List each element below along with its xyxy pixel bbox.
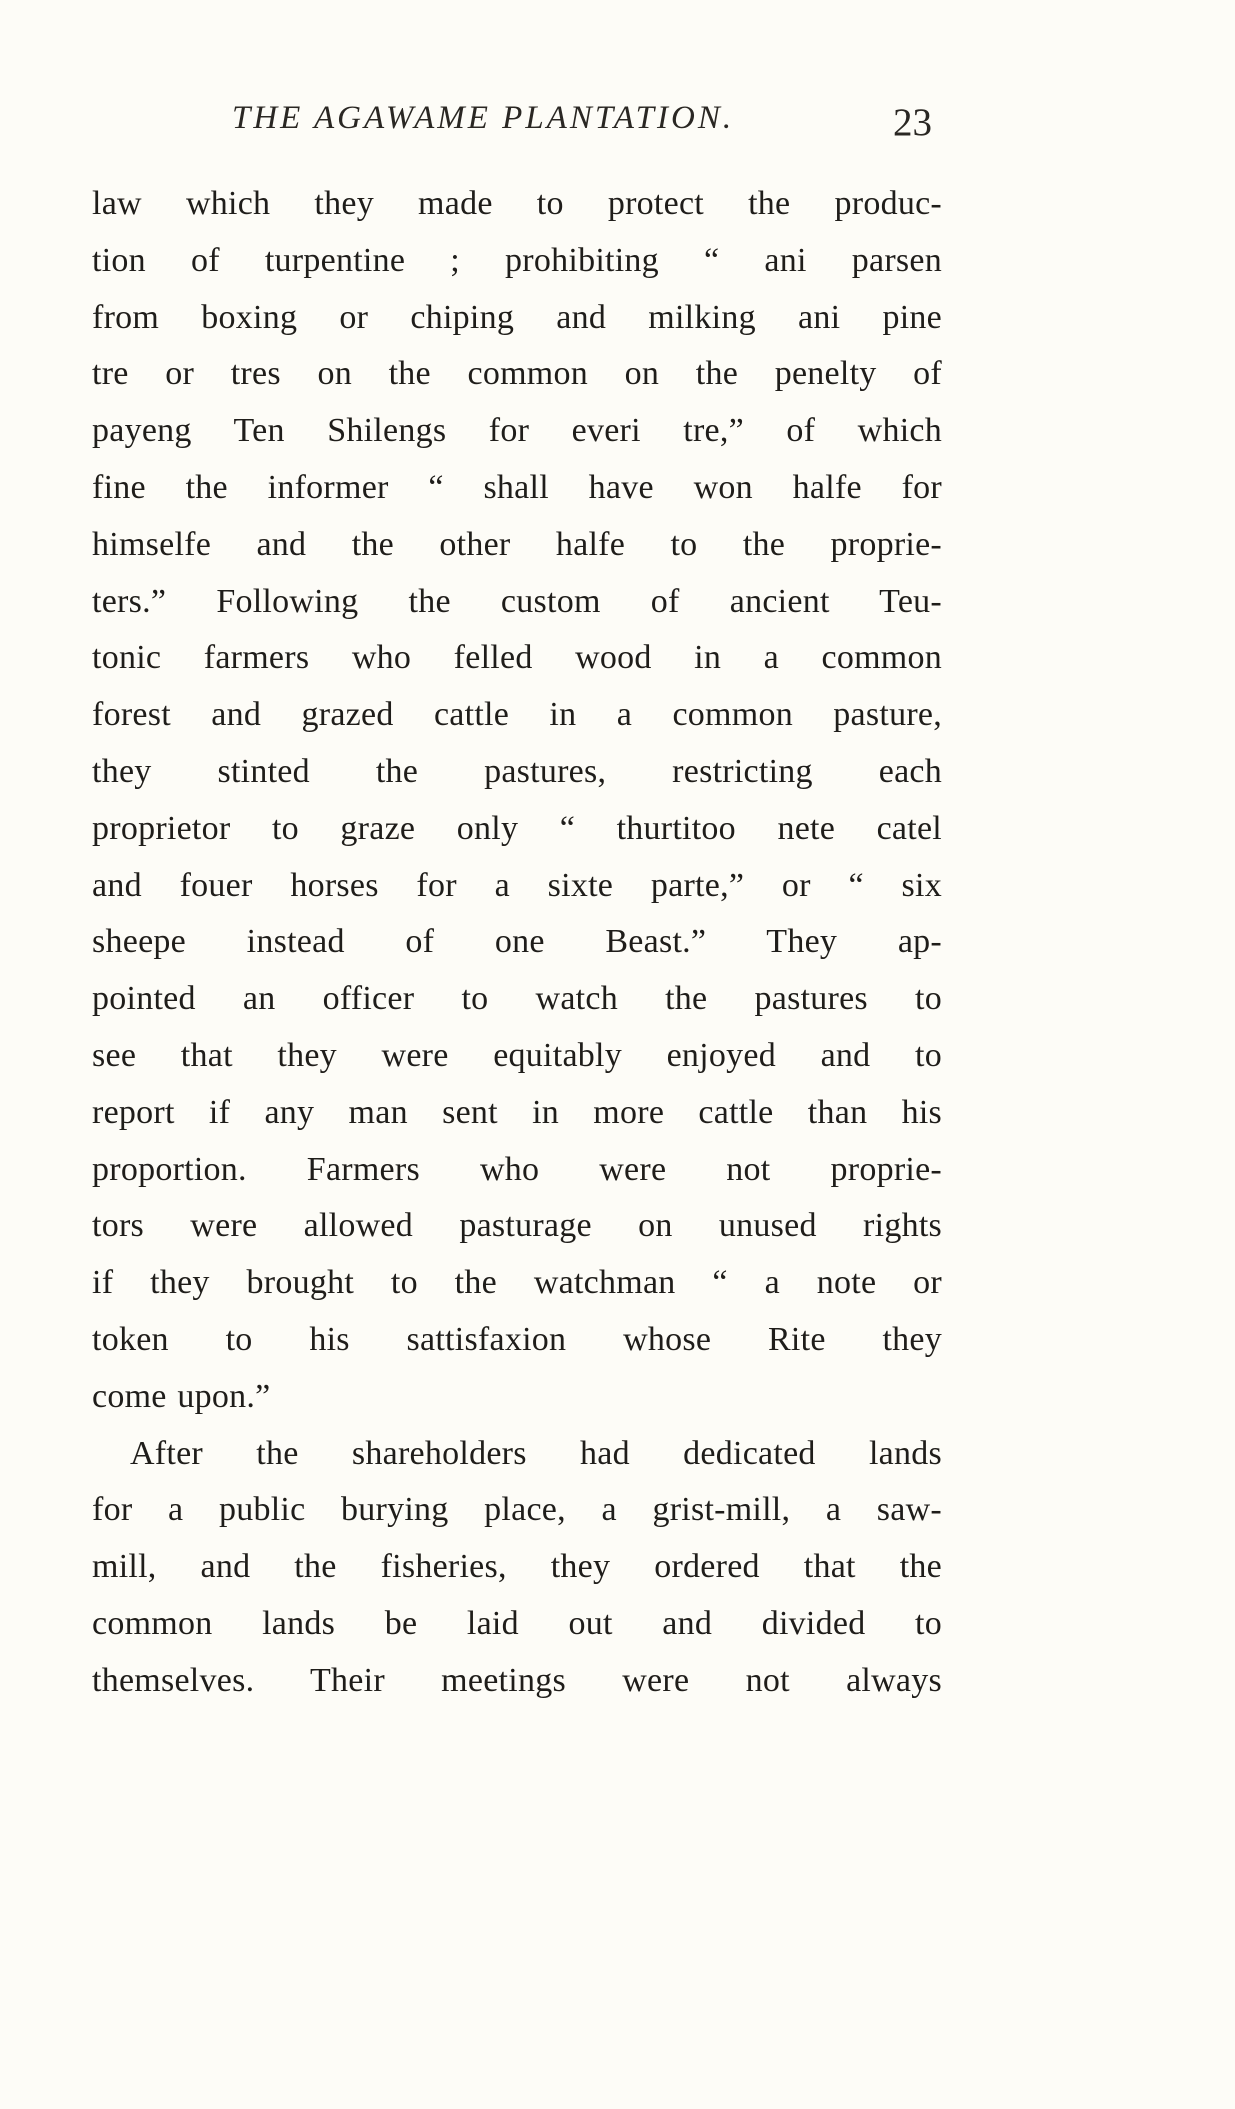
text-line: themselves. Their meetings were not always bbox=[92, 1661, 942, 1699]
text-line: payeng Ten Shilengs for everi tre,” of which bbox=[92, 412, 942, 450]
text-line: and fouer horses for a sixte parte,” or “ six bbox=[92, 866, 942, 904]
text-line: proprietor to graze only “ thurtitoo nete catel bbox=[92, 809, 942, 847]
text-line: tion of turpentine ; prohibiting “ ani parsen bbox=[92, 241, 942, 279]
text-line: if they brought to the watchman “ a note or bbox=[92, 1264, 942, 1302]
text-line: tre or tres on the common on the penelty of bbox=[92, 355, 942, 393]
text-line: ters.” Following the custom of ancient Teu- bbox=[92, 582, 942, 620]
body-text bbox=[92, 176, 942, 1710]
text-line: fine the informer “ shall have won halfe for bbox=[92, 468, 942, 506]
text-line: report if any man sent in more cattle than his bbox=[92, 1093, 942, 1131]
page-number: 23 bbox=[893, 101, 932, 144]
text-line: see that they were equitably enjoyed and to bbox=[92, 1036, 942, 1074]
text-line: pointed an officer to watch the pastures to bbox=[92, 980, 942, 1018]
text-line-paragraph-start: After the shareholders had dedicated lands bbox=[130, 1434, 942, 1472]
text-line: sheepe instead of one Beast.” They ap- bbox=[92, 923, 942, 961]
text-line: they stinted the pastures, restricting each bbox=[92, 752, 942, 790]
text-line: mill, and the fisheries, they ordered that the bbox=[92, 1548, 942, 1586]
running-header bbox=[232, 100, 932, 152]
text-line: token to his sattisfaxion whose Rite they bbox=[92, 1320, 942, 1358]
text-line: from boxing or chiping and milking ani pine bbox=[92, 298, 942, 336]
text-line: tonic farmers who felled wood in a common bbox=[92, 639, 942, 677]
text-line-paragraph-end: come upon.” bbox=[92, 1377, 271, 1415]
text-line: himselfe and the other halfe to the proprie- bbox=[92, 525, 942, 563]
text-line: common lands be laid out and divided to bbox=[92, 1604, 942, 1642]
text-line: tors were allowed pasturage on unused rights bbox=[92, 1207, 942, 1245]
text-line: forest and grazed cattle in a common pasture, bbox=[92, 696, 942, 734]
text-line: proportion. Farmers who were not proprie- bbox=[92, 1150, 942, 1188]
text-line: law which they made to protect the produc- bbox=[92, 185, 942, 222]
running-title: THE AGAWAME PLANTATION. bbox=[232, 100, 735, 136]
text-line: for a public burying place, a grist-mill, a saw- bbox=[92, 1491, 942, 1529]
